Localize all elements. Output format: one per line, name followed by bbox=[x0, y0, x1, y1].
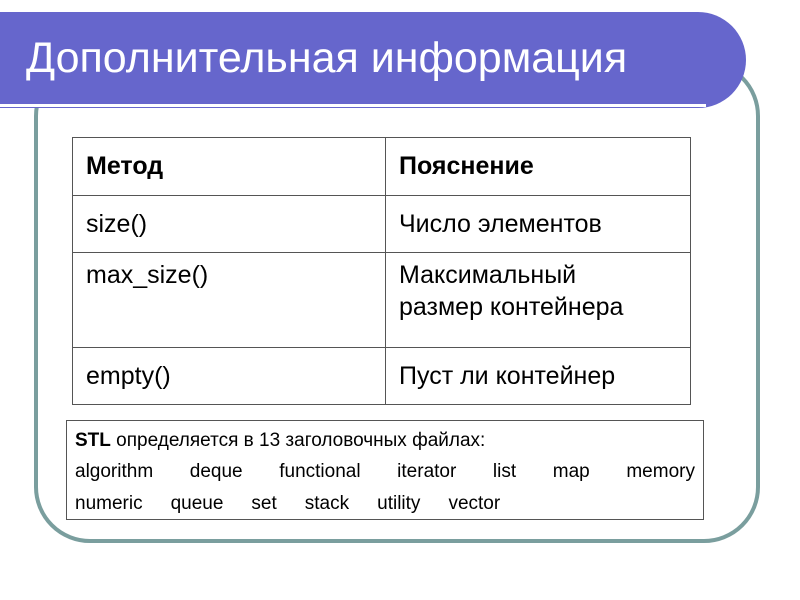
header-name: iterator bbox=[397, 461, 457, 482]
method-cell: max_size() bbox=[73, 253, 386, 348]
header-name: map bbox=[552, 461, 590, 482]
table-row bbox=[73, 348, 691, 405]
stl-info-text: определяется в 13 заголовочных файлах: bbox=[110, 430, 486, 451]
header-name: queue bbox=[170, 493, 224, 514]
header-name: numeric bbox=[75, 493, 143, 514]
header-method: Метод bbox=[73, 138, 386, 196]
stl-info-box bbox=[66, 420, 704, 520]
header-description: Пояснение bbox=[386, 138, 691, 196]
table-row bbox=[73, 196, 691, 253]
stl-info-intro bbox=[75, 425, 695, 456]
header-list-line-1 bbox=[75, 456, 695, 488]
header-list-line-2 bbox=[75, 488, 695, 520]
description-cell: Пуст ли контейнер bbox=[386, 348, 691, 405]
method-cell: empty() bbox=[73, 348, 386, 405]
description-cell: Число элементов bbox=[386, 196, 691, 253]
header-name: vector bbox=[448, 493, 501, 514]
description-cell bbox=[386, 253, 691, 348]
header-name: algorithm bbox=[75, 461, 154, 482]
header-name: utility bbox=[377, 493, 421, 514]
table-row bbox=[73, 253, 691, 348]
slide-title: Дополнительная информация bbox=[26, 34, 628, 82]
header-name: functional bbox=[279, 461, 361, 482]
header-name: stack bbox=[304, 493, 350, 514]
method-cell: size() bbox=[73, 196, 386, 253]
header-name: list bbox=[492, 461, 517, 482]
description-line: Максимальный bbox=[399, 261, 577, 289]
header-name: memory bbox=[626, 461, 695, 482]
stl-keyword: STL bbox=[75, 430, 111, 451]
methods-table bbox=[72, 137, 691, 405]
title-underline bbox=[0, 104, 706, 107]
header-name: deque bbox=[189, 461, 243, 482]
header-name: set bbox=[251, 493, 277, 514]
description-line: размер контейнера bbox=[399, 293, 624, 321]
table-header-row bbox=[73, 138, 691, 196]
